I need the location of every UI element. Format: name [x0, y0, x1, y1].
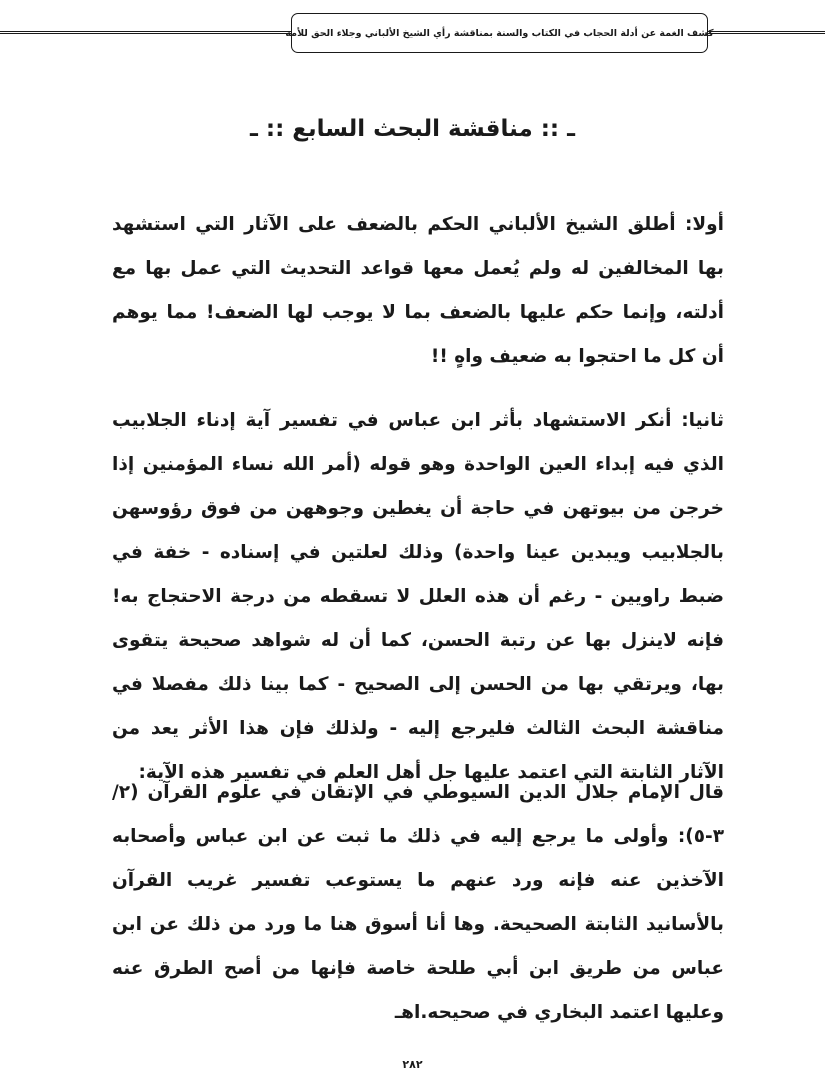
- running-header: [285, 13, 714, 53]
- running-header-title: كشف الغمة عن أدلة الحجاب في الكتاب والسنة بمناقشة رأي الشيخ الألباني وجلاء الحق للأمة: [285, 27, 714, 39]
- paragraph-quote: قال الإمام جلال الدين السيوطي في الإتقان في علوم القرآن (٢/ ٣-٥): وأولى ما يرجع إليه في ذلك ما ثبت عن ابن عباس وأصحابه الآخذين عنه فإنه ورد عنهم ما يستوعب تفسير غريب القرآن بالأسانيد الثابتة الصحيحة. وها أنا أسوق هنا ما ورد من ذلك عن ابن عباس من طريق ابن أبي طلحة خاصة فإنها من أصح الطرق عنه وعليها اعتمد البخاري في صحيحه.اهـ: [112, 781, 724, 1023]
- section-title: ـ :: مناقشة البحث السابع :: ـ: [250, 116, 575, 142]
- header-rule-right: [707, 31, 825, 34]
- paragraph-second: ثانيا: أنكر الاستشهاد بأثر ابن عباس في تفسير آية إدناء الجلابيب الذي فيه إبداء العين الواحدة وهو قوله (أمر الله نساء المؤمنين إذا خرجن من بيوتهن في حاجة أن يغطين وجوههن من فوق رؤوسهن بالجلابيب ويبدين عينا واحدة) وذلك لعلتين في إسناده - خفة في ضبط راويين - رغم أن هذه العلل لا تسقطه من درجة الاحتجاج به! فإنه لاينزل بها عن رتبة الحسن، كما أن له شواهد صحيحة يتقوى بها، ويرتقي بها من الحسن إلى الصحيح - كما بينا ذلك مفصلا في مناقشة البحث الثالث فليرجع إليه - ولذلك فإن هذا الأثر يعد من الآثار الثابتة التي اعتمد عليها جل أهل العلم في تفسير هذه الآية:: [112, 409, 724, 783]
- paragraph-first: أولا: أطلق الشيخ الألباني الحكم بالضعف على الآثار التي استشهد بها المخالفين له ولم يُعمل معها قواعد التحديث التي عمل بها مع أدلته، وإنما حكم عليها بالضعف بما لا يوجب لها الضعف! مما يوهم أن كل ما احتجوا به ضعيف واهٍ !!: [112, 213, 724, 367]
- header-rule-left: [0, 31, 292, 34]
- page-number: ٢٨٢: [402, 1058, 423, 1071]
